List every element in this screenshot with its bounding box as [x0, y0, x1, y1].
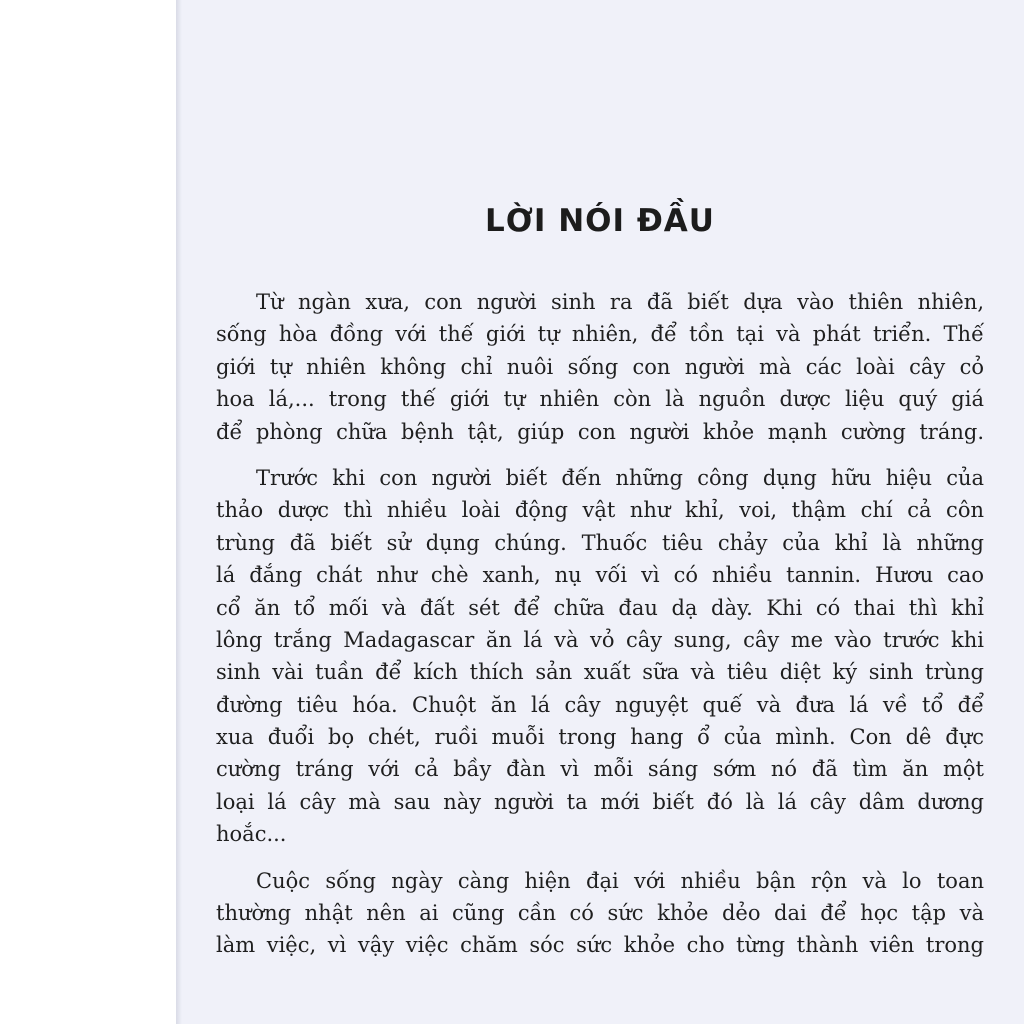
page-heading: LỜI NÓI ĐẦU — [485, 203, 715, 239]
text-line: Từ ngàn xưa, con người sinh ra đã biết dựa vào thiên nhiên, — [256, 290, 984, 314]
text-line: lá đắng chát như chè xanh, nụ vối vì có nhiều tannin. Hươu cao — [216, 563, 984, 588]
text-line: xua đuổi bọ chét, ruồi muỗi trong hang ổ của mình. Con dê đực — [216, 725, 984, 750]
paragraph-2 — [216, 462, 984, 851]
text-line: thường nhật nên ai cũng cần có sức khỏe dẻo dai để học tập và — [216, 901, 984, 926]
text-line: Cuộc sống ngày càng hiện đại với nhiều bận rộn và lo toan — [256, 868, 984, 893]
text-line: sinh vài tuần để kích thích sản xuất sữa và tiêu diệt ký sinh trùng — [216, 660, 984, 685]
text-line: giới tự nhiên không chỉ nuôi sống con người mà các loài cây cỏ — [216, 354, 984, 379]
text-line: lông trắng Madagascar ăn lá và vỏ cây sung, cây me vào trước khi — [216, 627, 984, 652]
text-line: để phòng chữa bệnh tật, giúp con người khỏe mạnh cường tráng. — [216, 419, 984, 444]
text-line: loại lá cây mà sau này người ta mới biết đó là lá cây dâm dương — [216, 789, 984, 814]
text-line: Trước khi con người biết đến những công dụng hữu hiệu của — [256, 465, 984, 490]
text-line: đường tiêu hóa. Chuột ăn lá cây nguyệt quế và đưa lá về tổ để — [216, 692, 984, 717]
text-line: thảo dược thì nhiều loài động vật như khỉ, voi, thậm chí cả côn — [216, 498, 984, 523]
body-text — [216, 286, 984, 962]
text-line: cường tráng với cả bầy đàn vì mỗi sáng sớm nó đã tìm ăn một — [216, 757, 984, 782]
text-line: trùng đã biết sử dụng chúng. Thuốc tiêu chảy của khỉ là những — [216, 530, 984, 555]
paragraph-1 — [216, 286, 984, 448]
text-line: làm việc, vì vậy việc chăm sóc sức khỏe cho từng thành viên trong — [216, 933, 984, 958]
text-line: hoa lá,... trong thế giới tự nhiên còn là nguồn dược liệu quý giá — [216, 387, 984, 412]
paragraph-3 — [216, 865, 984, 962]
text-line: cổ ăn tổ mối và đất sét để chữa đau dạ dày. Khi có thai thì khỉ — [216, 595, 984, 620]
book-page — [176, 0, 1024, 1024]
text-line: hoắc... — [216, 822, 287, 847]
text-line: sống hòa đồng với thế giới tự nhiên, để tồn tại và phát triển. Thế — [216, 322, 984, 347]
